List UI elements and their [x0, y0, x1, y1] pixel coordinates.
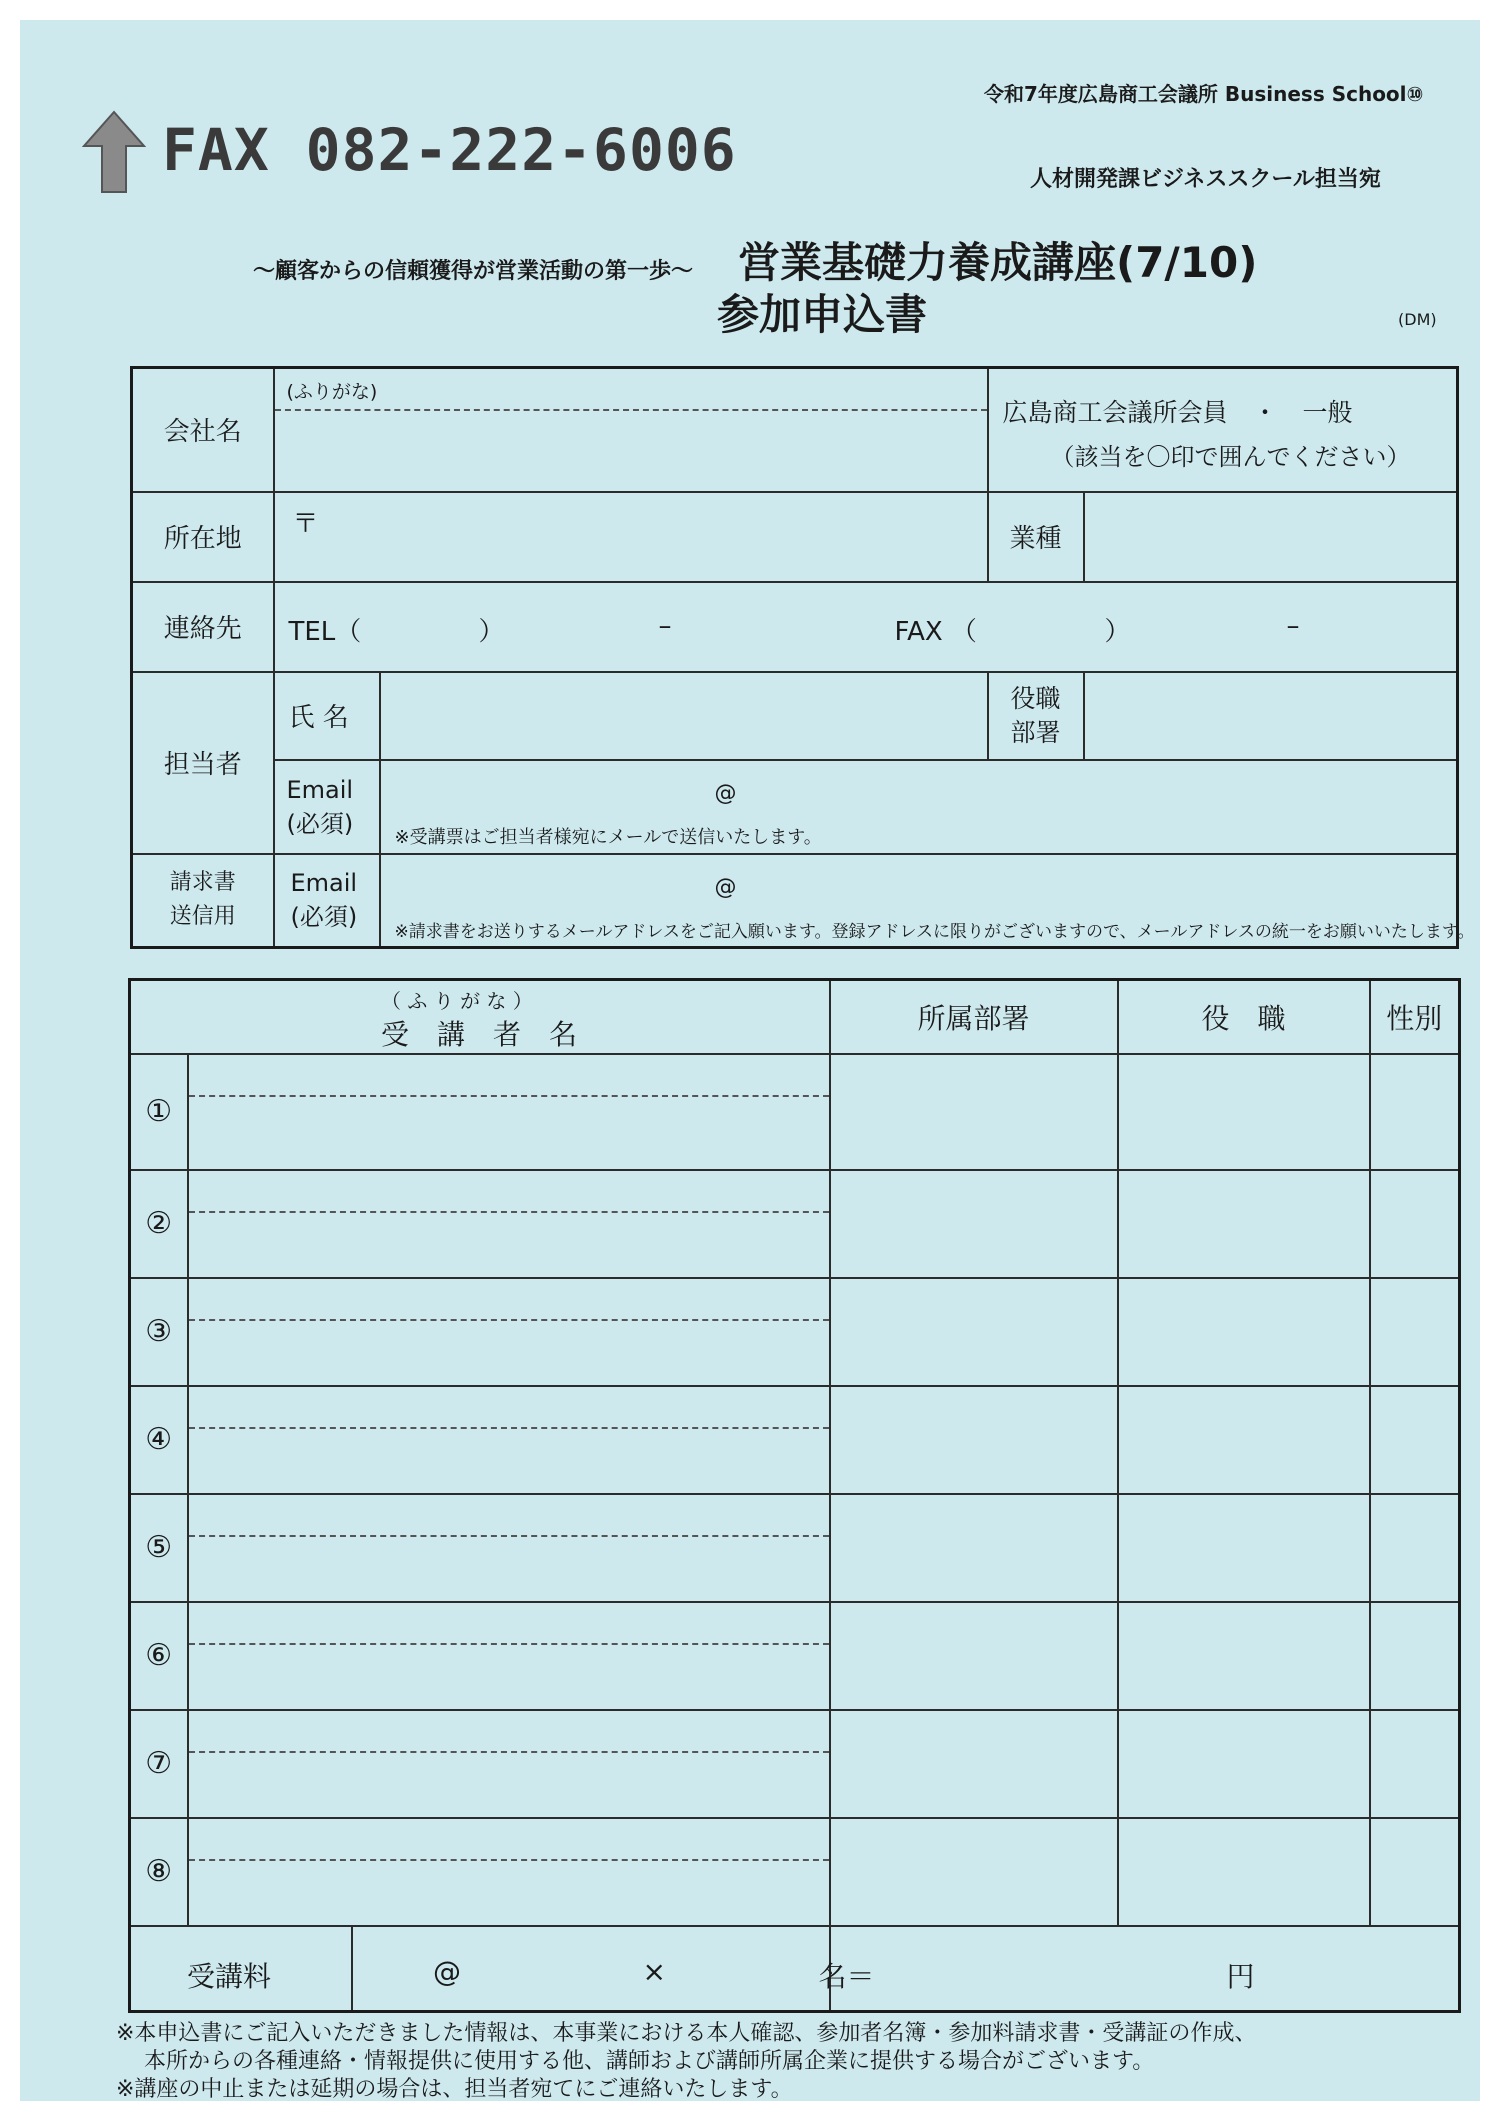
participant-name-field[interactable] [188, 1710, 830, 1818]
table-row [130, 1278, 1460, 1386]
industry-field[interactable] [1084, 492, 1458, 582]
row-number: ③ [130, 1278, 188, 1386]
invoice-note: ※請求書をお送りするメールアドレスをご記入願います。登録アドレスに限りがございますので、メールアドレスの統一をお願いいたします。 [394, 921, 1475, 942]
invoice-required-label: (必須) [290, 903, 358, 932]
footnote-cancellation: ※講座の中止または延期の場合は、担当者宛てにご連絡いたします。 [116, 2077, 793, 2101]
email-required-label: (必須) [286, 809, 354, 838]
postal-mark: 〒 [292, 508, 319, 539]
person-in-charge-label: 担当者 [132, 672, 274, 854]
tel-close-paren: ） [478, 616, 505, 647]
contact-field[interactable] [274, 582, 1458, 672]
participant-gender-field[interactable] [1370, 1054, 1460, 1170]
department-header: 所属部署 [830, 980, 1118, 1054]
participant-name-field[interactable] [188, 1054, 830, 1170]
row-number: ④ [130, 1386, 188, 1494]
fee-row [130, 1926, 830, 2012]
table-row [130, 1386, 1460, 1494]
application-form-sheet [20, 20, 1480, 2101]
fax-label: FAX （ [894, 616, 977, 647]
furigana-divider [275, 409, 987, 411]
table-row [130, 1054, 1460, 1170]
participant-name-field[interactable] [188, 1386, 830, 1494]
fee-label: 受講料 [187, 1959, 272, 1993]
fee-at-mark: @ [433, 1954, 461, 1988]
invoice-label-line2: 送信用 [169, 904, 236, 930]
contact-label: 連絡先 [132, 582, 274, 672]
address-field[interactable] [274, 492, 988, 582]
email-field[interactable] [380, 760, 1458, 854]
participant-dept-field[interactable] [830, 1602, 1118, 1710]
participant-gender-field[interactable] [1370, 1170, 1460, 1278]
participant-position-field[interactable] [1118, 1386, 1370, 1494]
participant-position-field[interactable] [1118, 1710, 1370, 1818]
course-title: 営業基礎力養成講座(7/10) [738, 238, 1258, 287]
row-number: ⑥ [130, 1602, 188, 1710]
furigana-divider [189, 1643, 829, 1645]
participant-name-field[interactable] [188, 1278, 830, 1386]
participant-dept-field[interactable] [830, 1818, 1118, 1926]
email-label-cell [274, 760, 380, 854]
footnote-privacy-2: 本所からの各種連絡・情報提供に使用する他、講師および講師所属企業に提供する場合がございます。 [144, 2049, 1155, 2074]
table-row [130, 1818, 1460, 1926]
furigana-divider [189, 1319, 829, 1321]
name-header-cell [130, 980, 830, 1054]
membership-cell[interactable] [988, 368, 1458, 492]
company-furigana-label: (ふりがな) [286, 381, 378, 403]
participant-dept-field[interactable] [830, 1278, 1118, 1386]
fee-calculation-field[interactable] [642, 1926, 1460, 2012]
participant-dept-field[interactable] [830, 1494, 1118, 1602]
dm-mark: (DM) [1398, 310, 1437, 329]
participant-roster-table [128, 978, 1461, 2013]
row-number: ② [130, 1170, 188, 1278]
participant-gender-field[interactable] [1370, 1602, 1460, 1710]
department-label: 部署 [1010, 717, 1061, 747]
participant-gender-field[interactable] [1370, 1818, 1460, 1926]
participant-position-field[interactable] [1118, 1602, 1370, 1710]
fax-close-paren: ） [1104, 616, 1131, 647]
fee-people-label: 名＝ [818, 1959, 875, 1993]
position-dept-label [988, 672, 1084, 760]
name-header: 受 講 者 名 [381, 1018, 578, 1051]
participant-position-field[interactable] [1118, 1278, 1370, 1386]
tel-dash: – [658, 610, 672, 641]
furigana-divider [189, 1095, 829, 1097]
row-number: ⑦ [130, 1710, 188, 1818]
fee-yen-label: 円 [1226, 1959, 1255, 1993]
fax-dash: – [1286, 610, 1300, 641]
position-header: 役 職 [1118, 980, 1370, 1054]
applicant-info-table [130, 366, 1475, 949]
participant-position-field[interactable] [1118, 1170, 1370, 1278]
participant-dept-field[interactable] [830, 1170, 1118, 1278]
table-row [130, 1494, 1460, 1602]
participant-position-field[interactable] [1118, 1054, 1370, 1170]
furigana-divider [189, 1535, 829, 1537]
row-number: ⑧ [130, 1818, 188, 1926]
participant-gender-field[interactable] [1370, 1386, 1460, 1494]
position-label: 役職 [1010, 683, 1061, 713]
participant-gender-field[interactable] [1370, 1494, 1460, 1602]
participant-name-field[interactable] [188, 1602, 830, 1710]
invoice-email-label-cell [274, 854, 380, 948]
participant-name-field[interactable] [188, 1494, 830, 1602]
footnote-privacy-1: ※本申込書にご記入いただきました情報は、本事業における本人確認、参加者名簿・参加料請求書・受講証の作成、 [116, 2021, 1257, 2046]
participant-name-field[interactable] [188, 1818, 830, 1926]
participant-position-field[interactable] [1118, 1494, 1370, 1602]
invoice-label-line1: 請求書 [169, 870, 236, 896]
fee-times-mark: × [642, 1954, 666, 1988]
person-name-label: 氏 名 [274, 672, 380, 760]
row-number: ① [130, 1054, 188, 1170]
table-row [130, 1710, 1460, 1818]
attention-line: 人材開発課ビジネススクール担当宛 [1030, 167, 1381, 192]
up-arrow-icon [82, 110, 146, 194]
furigana-divider [189, 1211, 829, 1213]
company-name-label: 会社名 [132, 368, 274, 492]
address-label: 所在地 [132, 492, 274, 582]
course-subtitle: ～顧客からの信頼獲得が営業活動の第一歩～ [253, 259, 694, 284]
participant-dept-field[interactable] [830, 1710, 1118, 1818]
form-title: 参加申込書 [717, 290, 928, 339]
participant-gender-field[interactable] [1370, 1710, 1460, 1818]
membership-options: 広島商工会議所会員 ・ 一般 [1002, 398, 1353, 427]
company-name-field[interactable] [274, 368, 988, 492]
tel-label: TEL（ [288, 616, 362, 647]
fax-number: FAX 082-222-6006 [162, 116, 737, 184]
participant-dept-field[interactable] [830, 1054, 1118, 1170]
row-number: ⑤ [130, 1494, 188, 1602]
name-furigana-header: （ ふ り が な ） [381, 989, 533, 1013]
series-label: 令和7年度広島商工会議所 Business School⑩ [984, 82, 1424, 106]
invoice-email-field[interactable] [380, 854, 1475, 948]
invoice-email-label: Email [290, 869, 358, 898]
furigana-divider [189, 1859, 829, 1861]
gender-header: 性別 [1370, 980, 1460, 1054]
position-dept-field[interactable] [1084, 672, 1458, 760]
table-row [130, 1170, 1460, 1278]
invoice-at-mark: @ [714, 874, 737, 900]
participant-gender-field[interactable] [1370, 1278, 1460, 1386]
email-note: ※受講票はご担当者様宛にメールで送信いたします。 [394, 826, 822, 848]
furigana-divider [189, 1751, 829, 1753]
membership-note: （該当を〇印で囲んでください） [1050, 443, 1411, 471]
furigana-divider [189, 1427, 829, 1429]
participant-dept-field[interactable] [830, 1386, 1118, 1494]
participant-position-field[interactable] [1118, 1818, 1370, 1926]
email-label: Email [286, 775, 354, 804]
email-at-mark: @ [714, 780, 737, 806]
participant-name-field[interactable] [188, 1170, 830, 1278]
industry-label: 業種 [988, 492, 1084, 582]
invoice-label-cell [132, 854, 274, 948]
table-row [130, 1602, 1460, 1710]
person-name-field[interactable] [380, 672, 988, 760]
